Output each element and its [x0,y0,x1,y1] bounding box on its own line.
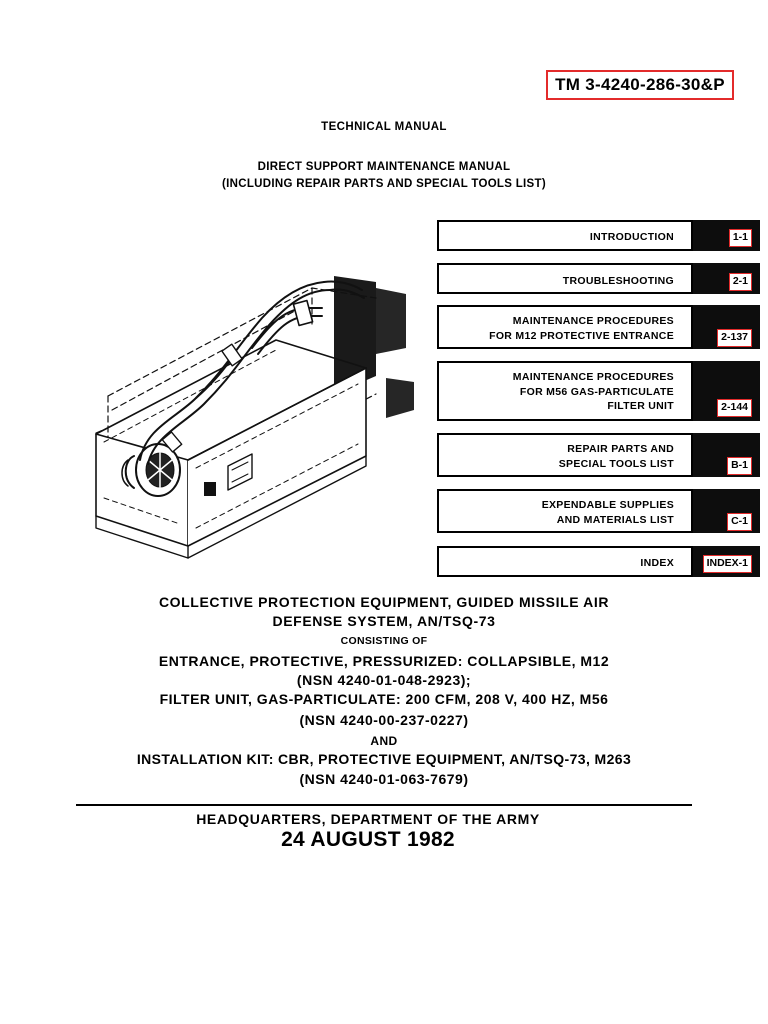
header-technical-manual: TECHNICAL MANUAL [321,121,447,133]
tab-label: INTRODUCTION [589,231,674,243]
tm-number: TM 3-4240-286-30&P [546,70,734,100]
and-text: AND [370,734,398,748]
tab-label-line: FOR M56 GAS-PARTICULATE [519,385,674,398]
tab-label-line: AND MATERIALS LIST [556,513,674,526]
header-manual-subtitle: (INCLUDING REPAIR PARTS AND SPECIAL TOOLS LIST) [222,178,546,190]
tab-troubleshooting[interactable] [437,263,760,294]
tab-page-number: 2-144 [717,399,752,417]
tab-label: INDEX [640,557,674,569]
tab-page-number: B-1 [727,457,752,475]
tab-m56-maintenance[interactable] [437,361,760,421]
tab-label-line: FILTER UNIT [607,400,674,412]
filter-title: FILTER UNIT, GAS-PARTICULATE: 200 CFM, 208 V, 400 HZ, M56 [159,691,609,707]
publication-date: 24 AUGUST 1982 [281,828,455,851]
consisting-of: CONSISTING OF [340,635,428,647]
tab-index[interactable] [437,546,760,577]
headquarters: HEADQUARTERS, DEPARTMENT OF THE ARMY [196,811,540,827]
tab-label-line: FOR M12 PROTECTIVE ENTRANCE [489,329,674,342]
tab-label-line: REPAIR PARTS AND [567,443,674,455]
tab-label: TROUBLESHOOTING [562,275,674,287]
tab-m12-maintenance[interactable] [437,305,760,349]
header-manual-type: DIRECT SUPPORT MAINTENANCE MANUAL [257,161,511,173]
tab-page-number: 2-137 [717,329,752,347]
tab-label [559,442,674,471]
tab-page-number: 2-1 [729,273,752,291]
entrance-nsn: (NSN 4240-01-048-2923); [296,672,472,688]
filter-unit-illustration [76,198,436,583]
tab-label-line: MAINTENANCE PROCEDURES [512,315,674,327]
kit-nsn: (NSN 4240-01-063-7679) [299,771,469,787]
tab-label-line: EXPENDABLE SUPPLIES [541,499,674,511]
tab-label [489,314,674,343]
divider-rule [76,804,692,806]
tab-page-number: INDEX-1 [703,555,752,573]
filter-nsn: (NSN 4240-00-237-0227) [299,712,469,728]
tab-introduction[interactable] [437,220,760,251]
tab-label-line: MAINTENANCE PROCEDURES [512,371,674,383]
tab-label [542,498,674,527]
kit-title: INSTALLATION KIT: CBR, PROTECTIVE EQUIPMENT, AN/TSQ-73, M263 [136,751,632,767]
tab-label [513,370,674,414]
tab-expendable-supplies[interactable] [437,489,760,533]
entrance-title: ENTRANCE, PROTECTIVE, PRESSURIZED: COLLAPSIBLE, M12 [158,653,610,669]
tab-repair-parts[interactable] [437,433,760,477]
tab-page-number: C-1 [727,513,752,531]
tab-page-number: 1-1 [729,229,752,247]
tab-label-line: SPECIAL TOOLS LIST [558,457,674,470]
title-line-2: DEFENSE SYSTEM, AN/TSQ-73 [272,613,496,629]
title-line-1: COLLECTIVE PROTECTION EQUIPMENT, GUIDED MISSILE AIR [158,594,610,610]
